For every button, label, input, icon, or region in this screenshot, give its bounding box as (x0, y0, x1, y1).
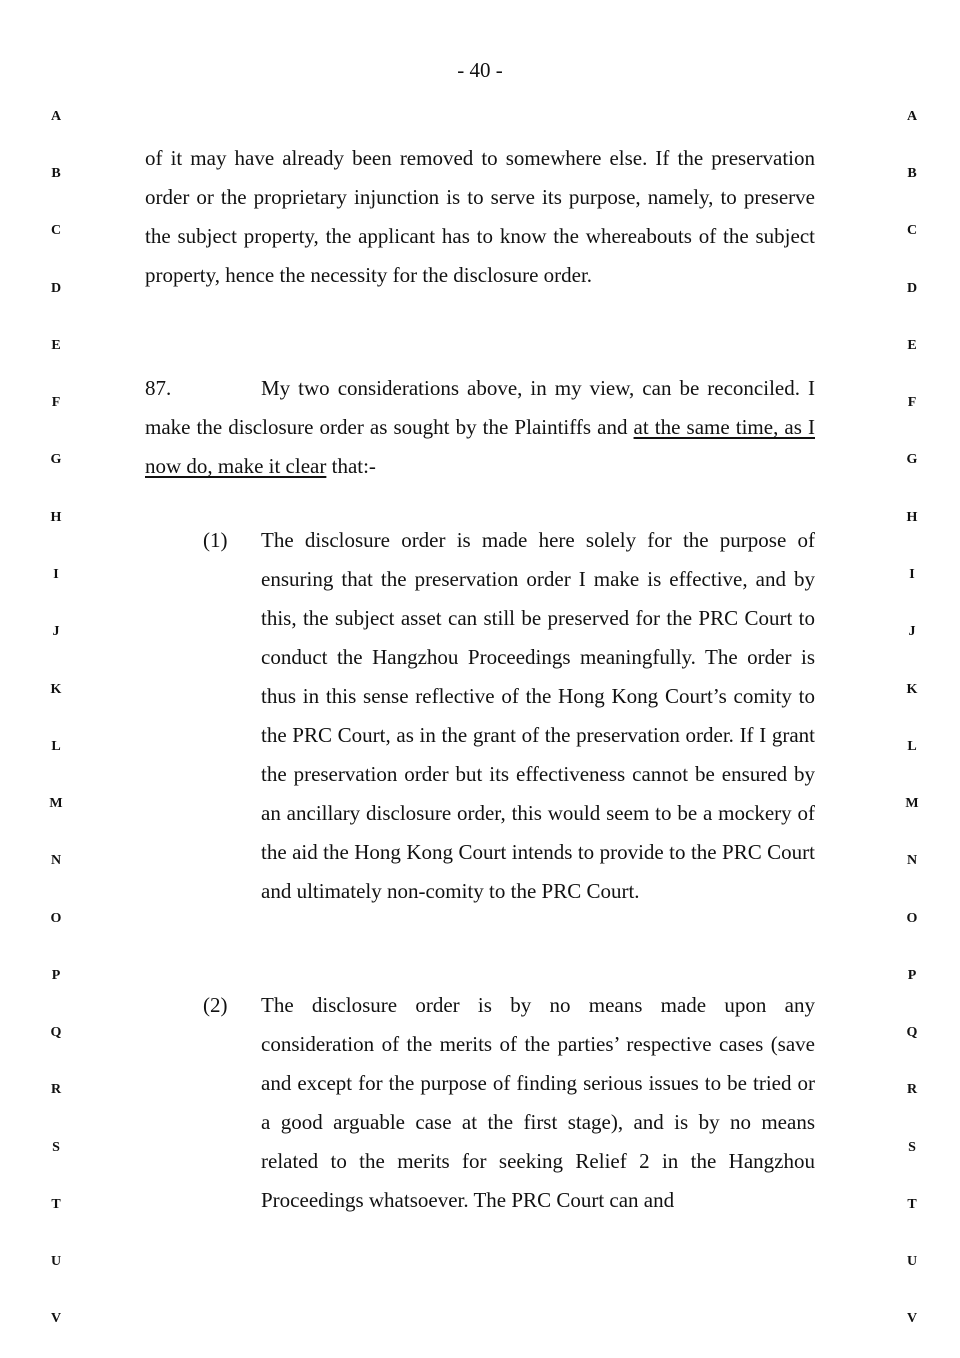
margin-letter-n: N (906, 853, 918, 868)
margin-letter-g: G (906, 452, 918, 467)
margin-letter-v: V (50, 1311, 62, 1326)
margin-letter-s: S (908, 1140, 916, 1155)
list-item (203, 986, 815, 1220)
margin-letter-a: A (50, 109, 62, 124)
margin-letter-j: J (52, 624, 60, 639)
margin-letter-l: L (51, 739, 61, 754)
paragraph-87 (145, 369, 815, 486)
margin-letter-e: E (907, 338, 917, 353)
margin-letter-t: T (907, 1197, 917, 1212)
margin-letter-m: M (49, 796, 63, 811)
margin-letter-i: I (909, 567, 915, 582)
margin-letter-f: F (51, 395, 61, 410)
margin-letter-c: C (50, 223, 62, 238)
margin-letter-e: E (51, 338, 61, 353)
margin-letter-h: H (906, 510, 918, 525)
margin-letter-r: R (906, 1082, 918, 1097)
margin-letter-i: I (53, 567, 59, 582)
list-item (203, 521, 815, 911)
margin-letter-v: V (906, 1311, 918, 1326)
margin-letter-t: T (51, 1197, 61, 1212)
margin-letter-u: U (50, 1254, 62, 1269)
margin-letter-k: K (50, 682, 62, 697)
margin-letter-q: Q (906, 1025, 918, 1040)
list-item-text: The disclosure order is made here solely for the purpose of ensuring that the preservation order I make is effective, and by this, the subject asset can still be preserved for the PRC Court to conduct the Hangzhou Proceedings meaningfully. The order is thus in this sense reflective of the Hong Kong Court’s comity to the PRC Court, as in the grant of the preservation order. If I grant the preservation order but its effectiveness cannot be ensured by an ancillary disclosure order, this would seem to be a mockery of the aid the Hong Kong Court intends to provide to the PRC Court and ultimately non-comity to the PRC Court. (261, 528, 815, 903)
paragraph-text-start: My two considerations above, in my view, can be reconciled. I make the disclosure order as sought by the Plaintiffs and (145, 376, 815, 439)
margin-letter-q: Q (50, 1025, 62, 1040)
paragraph-number: 87. (145, 376, 172, 400)
left-margin-letters (46, 0, 66, 1358)
margin-letter-k: K (906, 682, 918, 697)
margin-letter-u: U (906, 1254, 918, 1269)
margin-letter-b: B (907, 166, 917, 181)
margin-letter-n: N (50, 853, 62, 868)
margin-letter-m: M (905, 796, 919, 811)
paragraph-text-end: that:- (326, 454, 376, 478)
margin-letter-s: S (52, 1140, 60, 1155)
margin-letter-o: O (50, 911, 62, 926)
margin-letter-o: O (906, 911, 918, 926)
margin-letter-b: B (51, 166, 61, 181)
list-item-text: The disclosure order is by no means made upon any consideration of the merits of the parties’ respective cases (save and except for the purpose of finding serious issues to be tried or a good arguable case at the first stage), and is by no means related to the merits for seeking Relief 2 in the Hangzhou Proceedings whatsoever. The PRC Court can and (261, 993, 815, 1212)
margin-letter-l: L (907, 739, 917, 754)
margin-letter-r: R (50, 1082, 62, 1097)
margin-letter-f: F (907, 395, 917, 410)
continued-paragraph: of it may have already been removed to somewhere else. If the preservation order or the proprietary injunction is to serve its purpose, namely, to preserve the subject property, the applicant has to know the whereabouts of the subject property, hence the necessity for the disclosure order. (145, 146, 815, 287)
underlined-phrase: at the same time, as I now do, make it clear (145, 415, 815, 478)
list-item-marker: (2) (203, 993, 228, 1017)
margin-letter-p: P (51, 968, 61, 983)
margin-letter-p: P (907, 968, 917, 983)
margin-letter-j: J (908, 624, 916, 639)
margin-letter-h: H (50, 510, 62, 525)
list-item-marker: (1) (203, 528, 228, 552)
right-margin-letters (902, 0, 922, 1358)
margin-letter-c: C (906, 223, 918, 238)
margin-letter-d: D (906, 281, 918, 296)
margin-letter-d: D (50, 281, 62, 296)
margin-letter-a: A (906, 109, 918, 124)
page-number: - 40 - (457, 58, 503, 82)
margin-letter-g: G (50, 452, 62, 467)
